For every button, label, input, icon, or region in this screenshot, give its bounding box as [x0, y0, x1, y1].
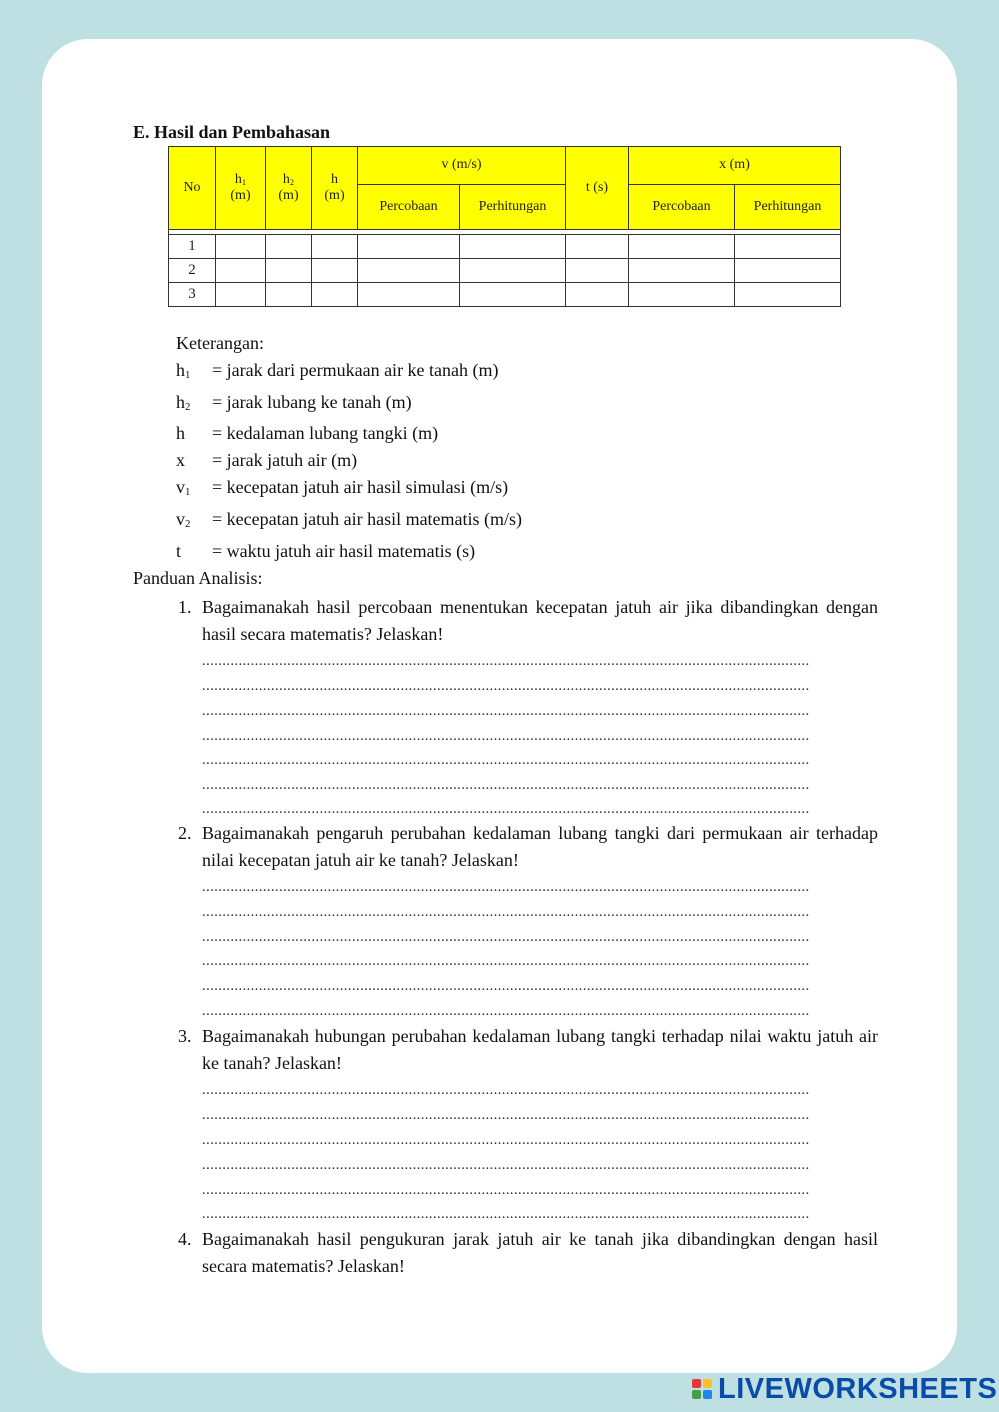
answer-line[interactable]: ......................................................................................................................................................: [202, 904, 810, 920]
liveworksheets-logo: [692, 1372, 997, 1406]
cell-x-percobaan[interactable]: [629, 283, 735, 307]
cell-v-percobaan[interactable]: [358, 283, 460, 307]
cell-h2[interactable]: [266, 283, 312, 307]
cell-v-percobaan[interactable]: [358, 235, 460, 259]
cell-h1[interactable]: [216, 235, 266, 259]
header-x-percobaan: Percobaan: [629, 185, 735, 230]
row-number: 2: [169, 259, 216, 283]
header-v-percobaan: Percobaan: [358, 185, 460, 230]
question-text: Bagaimanakah hasil pengukuran jarak jatuh air ke tanah jika dibandingkan dengan hasil secara matematis? Jelaskan!: [202, 1229, 878, 1276]
cell-x-percobaan[interactable]: [629, 235, 735, 259]
cell-t[interactable]: [566, 259, 629, 283]
header-no: No: [169, 147, 216, 230]
section-title: E. Hasil dan Pembahasan: [133, 122, 331, 142]
legend-item: $v_1$ = kecepatan jatuh air hasil simulasi (m/s): [176, 476, 509, 498]
cell-t[interactable]: [566, 235, 629, 259]
cell-x-percobaan[interactable]: [629, 259, 735, 283]
row-number: 3: [169, 283, 216, 307]
cell-h[interactable]: [312, 259, 358, 283]
answer-line[interactable]: ......................................................................................................................................................: [202, 653, 810, 669]
cell-x-perhitungan[interactable]: [735, 259, 841, 283]
legend-item: h = kedalaman lubang tangki (m): [176, 423, 439, 444]
answer-line[interactable]: ......................................................................................................................................................: [202, 678, 810, 694]
header-t: t (s): [566, 147, 629, 230]
answer-line[interactable]: ......................................................................................................................................................: [202, 1082, 810, 1098]
answer-line[interactable]: ......................................................................................................................................................: [202, 879, 810, 895]
table-row: [169, 235, 841, 259]
cell-h2[interactable]: [266, 259, 312, 283]
answer-line[interactable]: ......................................................................................................................................................: [202, 978, 810, 994]
logo-text: LIVEWORKSHEETS: [718, 1372, 998, 1405]
answer-line[interactable]: ......................................................................................................................................................: [202, 1157, 810, 1173]
question-4: [178, 1226, 878, 1279]
logo-block: [692, 1379, 701, 1388]
answer-line[interactable]: ......................................................................................................................................................: [202, 1003, 810, 1019]
legend-item: $v_2$ = kecepatan jatuh air hasil matematis (m/s): [176, 508, 523, 530]
answer-line[interactable]: ......................................................................................................................................................: [202, 752, 810, 768]
legend-item: $h_2$ = jarak lubang ke tanah (m): [176, 391, 412, 413]
cell-v-percobaan[interactable]: [358, 259, 460, 283]
header-h: h (m): [312, 147, 358, 230]
header-x: x (m): [629, 147, 841, 185]
cell-v-perhitungan[interactable]: [460, 259, 566, 283]
legend-item: t = waktu jatuh air hasil matematis (s): [176, 540, 476, 561]
table-row: [169, 283, 841, 307]
table-row: [169, 259, 841, 283]
panduan-title: Panduan Analisis:: [133, 568, 263, 588]
logo-block: [692, 1390, 701, 1399]
cell-h[interactable]: [312, 235, 358, 259]
question-number: 4.: [178, 1229, 192, 1249]
header-v: v (m/s): [358, 147, 566, 185]
row-number: 1: [169, 235, 216, 259]
cell-h1[interactable]: [216, 259, 266, 283]
answer-line[interactable]: ......................................................................................................................................................: [202, 1132, 810, 1148]
cell-x-perhitungan[interactable]: [735, 283, 841, 307]
answer-line[interactable]: ......................................................................................................................................................: [202, 929, 810, 945]
question-1: [178, 594, 878, 647]
cell-v-perhitungan[interactable]: [460, 283, 566, 307]
question-number: 2.: [178, 823, 192, 843]
answer-line[interactable]: ......................................................................................................................................................: [202, 1182, 810, 1198]
header-h2: $h_2$ (m): [266, 147, 312, 230]
answer-line[interactable]: ......................................................................................................................................................: [202, 953, 810, 969]
legend: [176, 330, 522, 564]
question-number: 1.: [178, 597, 192, 617]
cell-t[interactable]: [566, 283, 629, 307]
cell-h1[interactable]: [216, 283, 266, 307]
cell-v-perhitungan[interactable]: [460, 235, 566, 259]
logo-block: [703, 1390, 712, 1399]
answer-line[interactable]: ......................................................................................................................................................: [202, 1206, 810, 1222]
answer-line[interactable]: ......................................................................................................................................................: [202, 1107, 810, 1123]
cell-h[interactable]: [312, 283, 358, 307]
header-h1: $h_1$ (m): [216, 147, 266, 230]
legend-title: Keterangan:: [176, 333, 264, 353]
question-text: Bagaimanakah pengaruh perubahan kedalaman lubang tangki dari permukaan air terhadap nilai kecepatan jatuh air ke tanah? Jelaskan!: [202, 823, 878, 870]
answer-line[interactable]: ......................................................................................................................................................: [202, 777, 810, 793]
header-v-perhitungan: Perhitungan: [460, 185, 566, 230]
question-3: [178, 1023, 878, 1076]
cell-x-perhitungan[interactable]: [735, 235, 841, 259]
legend-item: x = jarak jatuh air (m): [176, 450, 358, 471]
legend-item: $h_1$ = jarak dari permukaan air ke tanah (m): [176, 359, 499, 381]
logo-block: [703, 1379, 712, 1388]
question-text: Bagaimanakah hubungan perubahan kedalaman lubang tangki terhadap nilai waktu jatuh air ke tanah? Jelaskan!: [202, 1026, 878, 1073]
answer-line[interactable]: ......................................................................................................................................................: [202, 703, 810, 719]
cell-h2[interactable]: [266, 235, 312, 259]
answer-line[interactable]: ......................................................................................................................................................: [202, 728, 810, 744]
question-text: Bagaimanakah hasil percobaan menentukan kecepatan jatuh air jika dibandingkan dengan hasil secara matematis? Jelaskan!: [202, 597, 878, 644]
question-number: 3.: [178, 1026, 192, 1046]
answer-line[interactable]: ......................................................................................................................................................: [202, 801, 810, 817]
logo-blocks-icon: [692, 1379, 712, 1399]
header-x-perhitungan: Perhitungan: [735, 185, 841, 230]
results-table: [168, 146, 841, 307]
question-2: [178, 820, 878, 873]
